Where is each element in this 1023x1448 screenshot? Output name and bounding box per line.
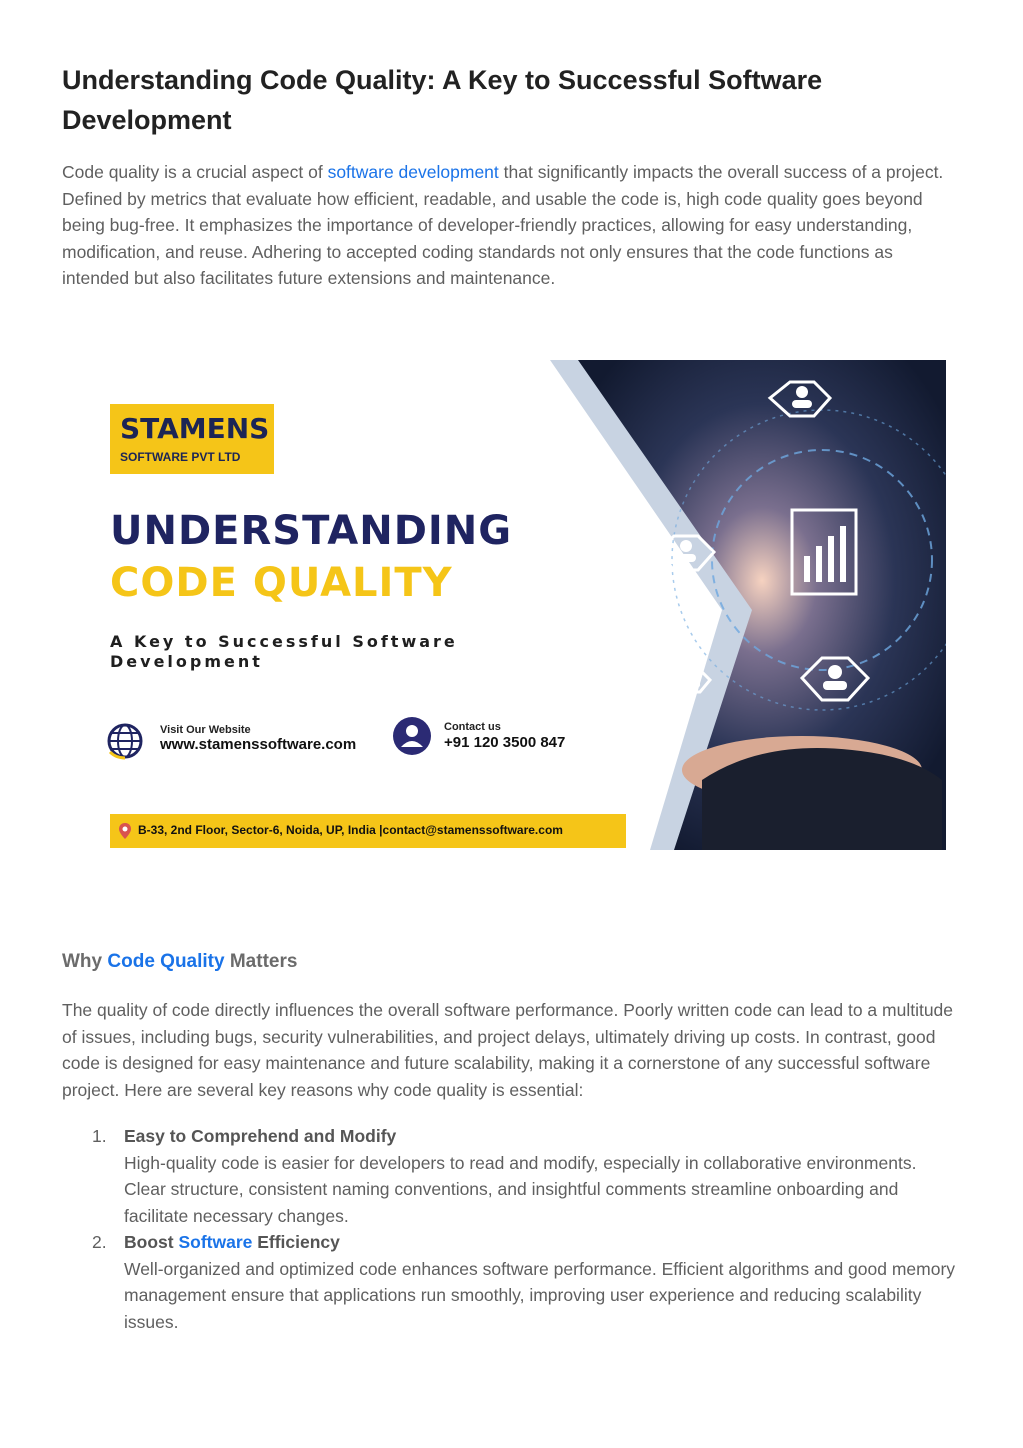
- page-title: Understanding Code Quality: A Key to Successful Software Development: [62, 65, 823, 135]
- banner-heading-line1: UNDERSTANDING: [110, 508, 513, 554]
- list-item: [62, 1123, 962, 1229]
- list-number: 2.: [92, 1232, 107, 1252]
- code-quality-link[interactable]: Code Quality: [107, 951, 225, 972]
- contact-phone: +91 120 3500 847: [444, 734, 566, 751]
- contact-label: Contact us: [444, 721, 501, 733]
- globe-icon: [106, 722, 144, 760]
- section-heading-prefix: Why: [62, 951, 108, 972]
- website-url: www.stamenssoftware.com: [160, 736, 357, 753]
- software-development-link[interactable]: software development: [327, 162, 499, 182]
- location-pin-icon: [118, 822, 132, 840]
- list-item-heading: [124, 1229, 962, 1256]
- list-item: [62, 1229, 962, 1335]
- intro-text-after: that significantly impacts the overall success of a project. Defined by metrics that evaluate how efficient, readable, and usable the code is, high code quality goes beyond being bug-free. It emphasizes the importance of developer-friendly practices, allowing for easy understanding, modification, and reuse. Adhering to accepted coding standards not only ensures that the code functions as intended but also facilitates future extensions and maintenance.: [62, 162, 944, 288]
- list-item-text: High-quality code is easier for developers to read and modify, especially in collaborative environments. Clear structure, consistent naming conventions, and insightful comments streamline onboarding and facilitate necessary changes.: [124, 1152, 917, 1226]
- software-link[interactable]: Software: [178, 1232, 253, 1252]
- banner-heading-line2: CODE QUALITY: [110, 560, 453, 606]
- list-item-heading: Easy to Comprehend and Modify: [124, 1126, 397, 1146]
- section-heading: [62, 948, 297, 976]
- section-heading-suffix: Matters: [224, 951, 298, 972]
- reasons-list: [62, 1123, 962, 1335]
- intro-text-before: Code quality is a crucial aspect of: [62, 162, 328, 182]
- logo-wordmark: STAMENS: [120, 412, 270, 445]
- visit-website-label: Visit Our Website: [160, 724, 251, 736]
- body-paragraph: The quality of code directly influences the overall software performance. Poorly written code can lead to a multitude of issues, including bugs, security vulnerabilities, and project delays, ultimately driving up costs. In contrast, good code is designed for easy maintenance and future scalability, making it a cornerstone of any successful software project. Here are several key reasons why code quality is essential:: [62, 1000, 954, 1100]
- banner-image: [62, 360, 946, 850]
- logo-subtitle: SOFTWARE PVT LTD: [120, 450, 241, 464]
- contact-person-icon: [392, 716, 432, 756]
- company-logo: [110, 404, 274, 474]
- address-bar: [110, 814, 626, 848]
- list-item-text: Well-organized and optimized code enhances software performance. Efficient algorithms and good memory management ensure that applications run smoothly, improving user experience and reducing scalability issues.: [124, 1258, 956, 1332]
- intro-paragraph: [62, 159, 962, 292]
- list-item-heading-suffix: Efficiency: [252, 1232, 340, 1252]
- banner-subheading: A Key to Successful Software Development: [110, 632, 458, 671]
- list-item-heading-prefix: Boost: [124, 1232, 179, 1252]
- address-text: B-33, 2nd Floor, Sector-6, Noida, UP, India |contact@stamenssoftware.com: [138, 823, 563, 837]
- list-number: 1.: [92, 1126, 107, 1146]
